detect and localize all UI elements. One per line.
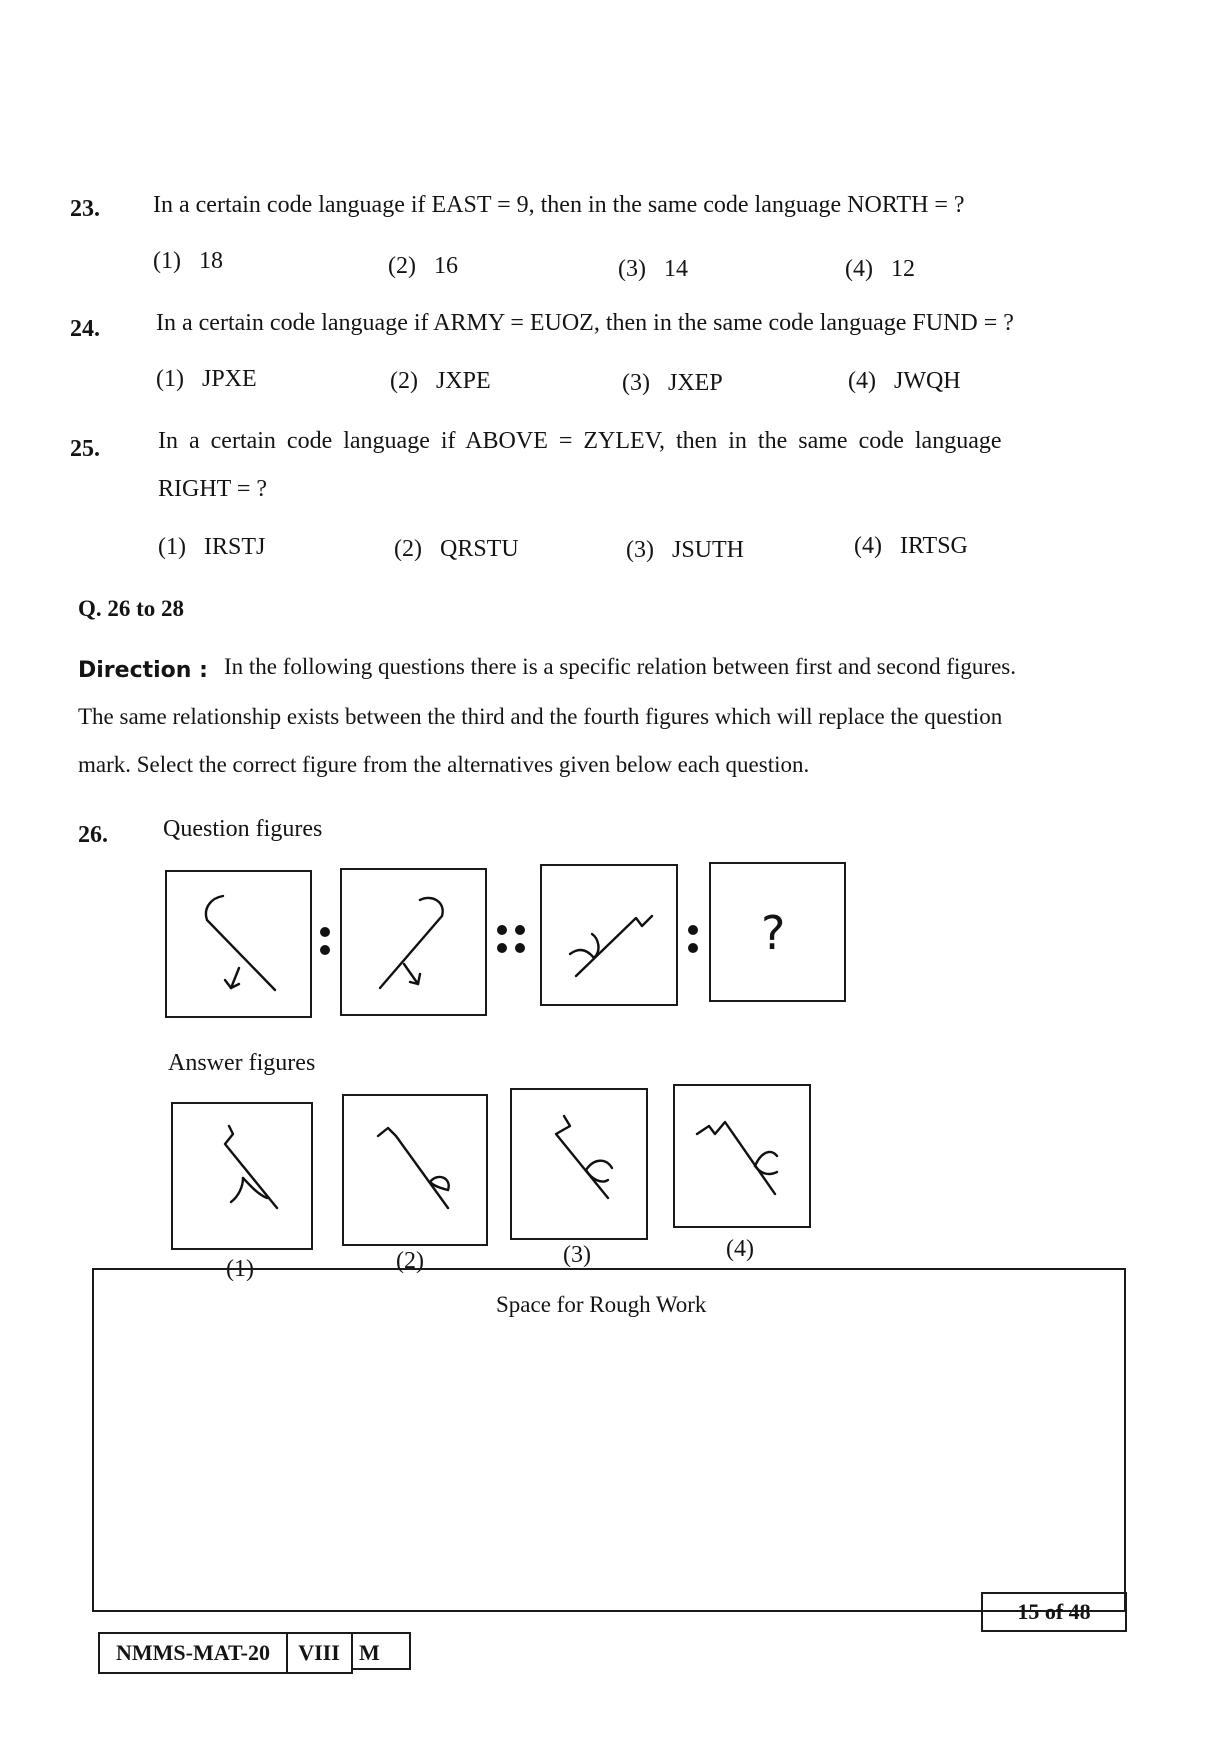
option-3[interactable] — [622, 370, 723, 397]
option-label: (4) — [845, 256, 873, 282]
option-value: JXEP — [667, 370, 723, 396]
set-code: M — [353, 1632, 411, 1670]
zigzag-fork-figure-icon — [542, 866, 676, 1004]
option-label: (2) — [394, 536, 422, 562]
option-label: (1) — [158, 534, 186, 560]
option-label: (4) — [848, 368, 876, 394]
section-heading: Q. 26 to 28 — [78, 596, 185, 621]
option-label: (4) — [854, 533, 882, 559]
colon-dot — [320, 927, 330, 937]
page-number: 15 of 48 — [981, 1592, 1127, 1632]
option-1[interactable] — [156, 366, 257, 393]
question-number: 26. — [78, 822, 108, 848]
direction-label: Direction : — [78, 658, 208, 683]
question-figures-label: Question figures — [163, 816, 323, 842]
colon-dot — [320, 945, 330, 955]
answer-label-1: (1) — [226, 1256, 254, 1282]
answer-figure-3-icon — [512, 1090, 646, 1238]
option-4[interactable] — [848, 368, 961, 395]
double-colon-dot — [497, 943, 507, 953]
double-colon-dot — [515, 943, 525, 953]
option-value: JWQH — [893, 368, 961, 394]
option-value: 18 — [198, 248, 223, 274]
answer-figure-3[interactable] — [510, 1088, 648, 1240]
option-1[interactable] — [158, 534, 265, 561]
option-3[interactable] — [626, 537, 744, 564]
paper-code: NMMS-MAT-20 — [98, 1632, 288, 1674]
question-text-line1: In a certain code language if ABOVE = ZYLEV, then in the same code language — [158, 428, 1002, 454]
option-label: (1) — [153, 248, 181, 274]
option-value: JPXE — [201, 366, 257, 392]
answer-figure-1-icon — [173, 1104, 311, 1248]
option-label: (3) — [622, 370, 650, 396]
question-figure-2 — [340, 868, 487, 1016]
question-figure-3 — [540, 864, 678, 1006]
question-figure-1 — [165, 870, 312, 1018]
option-3[interactable] — [618, 256, 688, 283]
option-4[interactable] — [854, 533, 968, 560]
question-mark: ? — [761, 906, 786, 960]
option-1[interactable] — [153, 248, 223, 275]
option-4[interactable] — [845, 256, 915, 283]
option-value: IRSTJ — [203, 534, 266, 560]
answer-figure-4[interactable] — [673, 1084, 811, 1228]
answer-figure-2[interactable] — [342, 1094, 488, 1246]
question-text-line2: RIGHT = ? — [158, 476, 268, 502]
answer-figure-1[interactable] — [171, 1102, 313, 1250]
option-label: (3) — [618, 256, 646, 282]
answer-figures-label: Answer figures — [168, 1050, 316, 1076]
option-value: 16 — [433, 253, 458, 279]
direction-text-line2: The same relationship exists between the third and the fourth figures which will replace the question — [78, 704, 1003, 729]
answer-label-4: (4) — [726, 1236, 754, 1262]
option-value: JXPE — [435, 368, 491, 394]
question-text: In a certain code language if EAST = 9, then in the same code language NORTH = ? — [153, 192, 965, 218]
option-2[interactable] — [388, 253, 458, 280]
answer-figure-2-icon — [344, 1096, 486, 1244]
option-value: QRSTU — [439, 536, 519, 562]
answer-figure-4-icon — [675, 1086, 809, 1226]
question-number: 25. — [70, 436, 100, 462]
option-label: (3) — [626, 537, 654, 563]
rough-work-label: Space for Rough Work — [496, 1292, 707, 1317]
double-colon-dot — [497, 925, 507, 935]
rough-work-area[interactable] — [92, 1268, 1126, 1612]
question-number: 23. — [70, 196, 100, 222]
question-number: 24. — [70, 316, 100, 342]
class-code: VIII — [287, 1632, 353, 1674]
hook-arrow-figure-icon — [167, 872, 310, 1016]
option-value: 12 — [890, 256, 915, 282]
question-text: In a certain code language if ARMY = EUOZ, then in the same code language FUND = ? — [156, 310, 1014, 336]
option-label: (1) — [156, 366, 184, 392]
colon-dot — [688, 925, 698, 935]
option-label: (2) — [390, 368, 418, 394]
option-2[interactable] — [390, 368, 491, 395]
option-value: 14 — [663, 256, 688, 282]
option-value: JSUTH — [671, 537, 744, 563]
direction-text-line1: In the following questions there is a specific relation between first and second figures. — [224, 654, 1016, 679]
colon-dot — [688, 943, 698, 953]
answer-label-2: (2) — [396, 1248, 424, 1274]
hook-arrow-figure-icon — [342, 870, 485, 1014]
option-label: (2) — [388, 253, 416, 279]
answer-label-3: (3) — [563, 1242, 591, 1268]
double-colon-dot — [515, 925, 525, 935]
question-figure-unknown — [709, 862, 846, 1002]
option-2[interactable] — [394, 536, 519, 563]
direction-text-line3: mark. Select the correct figure from the alternatives given below each question. — [78, 752, 810, 777]
option-value: IRTSG — [899, 533, 968, 559]
